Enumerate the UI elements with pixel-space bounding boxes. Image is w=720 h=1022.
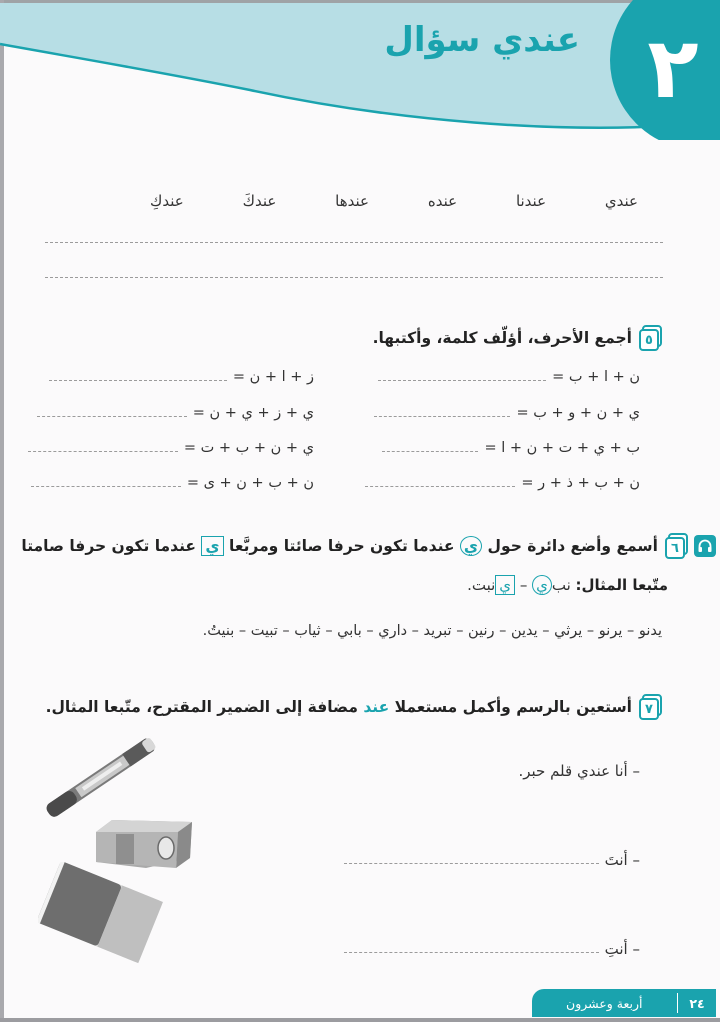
example-boxed-letter: ي xyxy=(495,575,515,595)
equation-row: ي + ن + ب + ت = xyxy=(28,440,314,456)
exercise-7-instruction: أستعين بالرسم وأكمل مستعملا عند مضافة إلى الضمير المقترح، متّبعا المثال. xyxy=(45,698,632,716)
page-title: عندي سؤال xyxy=(384,20,580,60)
exercise-6-example: متّبعا المثال: نبي – ينبت. xyxy=(467,576,668,594)
exercise-6-instruction: أسمع وأضع دائرة حول ي عندما تكون حرفا صائتا ومربَّعا ي عندما تكون حرفا صامتا xyxy=(21,537,658,555)
pen-illustration xyxy=(36,738,166,818)
answer-blank[interactable] xyxy=(344,863,599,864)
answer-blank[interactable] xyxy=(344,952,599,953)
equation-row: ي + ز + ي + ن = xyxy=(37,405,314,421)
equation-row: ز + ا + ن = xyxy=(49,369,314,385)
pronoun-list xyxy=(150,192,638,210)
writing-line[interactable] xyxy=(45,277,663,278)
answer-blank[interactable] xyxy=(37,416,187,417)
answer-blank[interactable] xyxy=(374,416,510,417)
pronoun-item: عندكِ xyxy=(150,192,184,210)
boxed-letter: ي xyxy=(201,536,223,556)
page-edge-left xyxy=(0,0,4,1022)
footer-divider xyxy=(677,993,679,1013)
exercise-badge-icon: ٧ xyxy=(638,694,662,720)
writing-line[interactable] xyxy=(45,242,663,243)
pronoun-item: عندكَ xyxy=(242,192,277,210)
answer-blank[interactable] xyxy=(31,486,181,487)
circled-letter: ي xyxy=(460,536,482,556)
exercise-5-instruction: أجمع الأحرف، أؤلّف كلمة، وأكتبها. xyxy=(372,329,632,347)
answer-blank[interactable] xyxy=(365,486,515,487)
pronoun-item: عندها xyxy=(335,192,369,210)
equation-row: ب + ي + ت + ن + ا = xyxy=(382,440,640,456)
highlight-word: عند xyxy=(363,698,390,716)
exercise-6-word-list[interactable]: يدنو – يرنو – يرثي – يدين – رنين – تبريد – داري – بابي – ثياب – تبيت – بنيتُ. xyxy=(202,623,662,639)
header-banner xyxy=(0,0,720,140)
prompt-row: – أنتِ xyxy=(344,940,640,958)
exercise-badge-icon: ٥ xyxy=(638,325,662,351)
answer-blank[interactable] xyxy=(378,380,546,381)
pronoun-item: عنده xyxy=(427,192,458,210)
pronoun-item: عندنا xyxy=(515,192,547,210)
equation-row: ن + ب + ذ + ر = xyxy=(365,475,640,491)
answer-blank[interactable] xyxy=(382,451,478,452)
equation-row: ن + ا + ب = xyxy=(378,369,640,385)
page-number-words: أربعة وعشرون xyxy=(566,995,643,1011)
page-footer xyxy=(532,989,716,1017)
answer-blank[interactable] xyxy=(49,380,227,381)
page-edge-bottom xyxy=(0,1018,720,1022)
equation-row: ي + ن + و + ب = xyxy=(374,405,640,421)
eraser-illustration xyxy=(38,862,166,966)
pronoun-item: عندي xyxy=(604,192,638,210)
prompt-row: – أنتَ xyxy=(344,851,640,869)
page-number: ٢٤ xyxy=(689,995,705,1011)
exercise-6-header xyxy=(21,533,716,559)
exercise-badge-icon: ٦ xyxy=(664,533,688,559)
exercise-5-header xyxy=(373,325,662,351)
answer-blank[interactable] xyxy=(28,451,178,452)
headphones-icon[interactable] xyxy=(694,535,716,557)
example-sentence: – أنا عندي قلم حبر. xyxy=(518,762,640,780)
example-circled-letter: ي xyxy=(532,575,552,595)
equation-row: ن + ب + ن + ى = xyxy=(31,475,314,491)
lesson-number: ٢ xyxy=(647,19,699,117)
exercise-7-header xyxy=(46,694,662,720)
